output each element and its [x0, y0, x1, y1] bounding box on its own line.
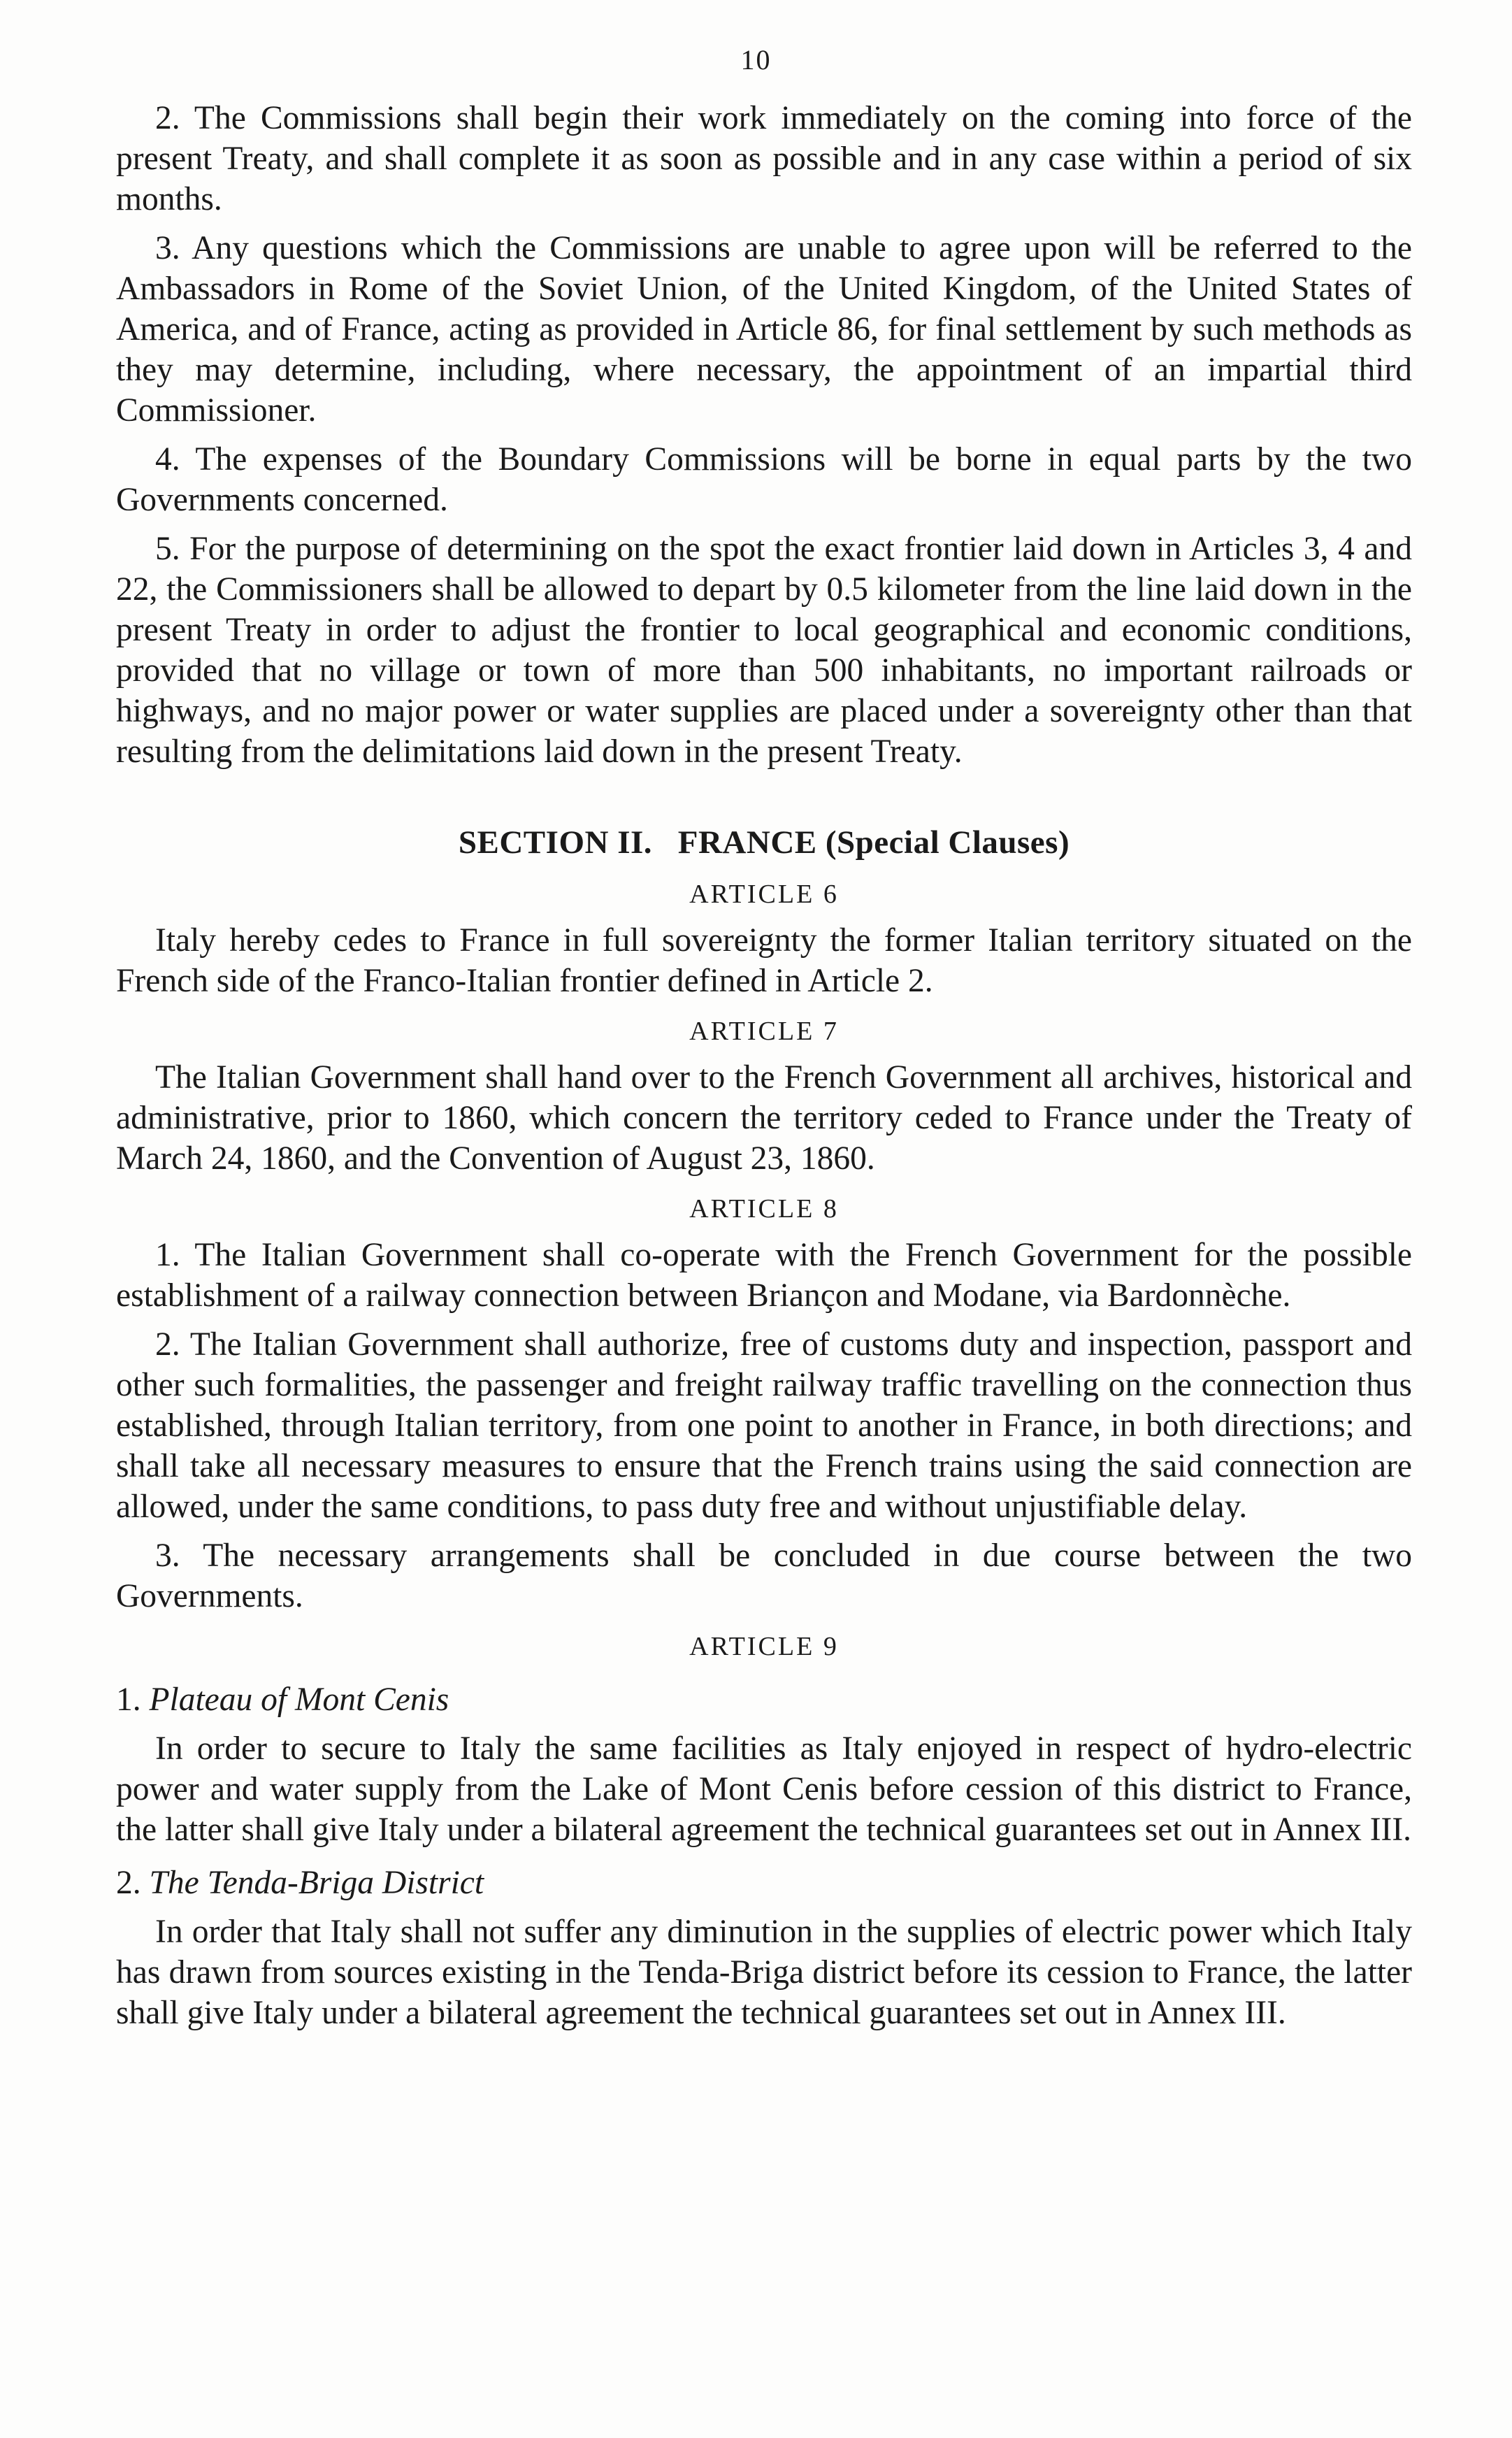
article-6-heading: ARTICLE 6 — [689, 880, 839, 909]
article-7-heading: ARTICLE 7 — [689, 1017, 839, 1046]
article-8-paragraph-1: 1. The Italian Government shall co-operate with the French Government for the possible establishment of a railway connection between Briançon and Modane, via Bardonnèche. — [116, 1237, 1412, 1314]
article-7-text: The Italian Government shall hand over to the French Government all archives, historical and administrative, prior to 1860, which concern the territory ceded to France under the Treaty of March 24, 1860, and the Convention of August 23, 1860. — [116, 1059, 1412, 1177]
section-subtitle: FRANCE (Special Clauses) — [677, 824, 1070, 861]
article-8-heading: ARTICLE 8 — [689, 1194, 839, 1224]
article-9-subheading-2 — [116, 1863, 1412, 1903]
article-9-subheading-1 — [116, 1679, 1412, 1720]
article-9-text-2: In order that Italy shall not suffer any diminution in the supplies of electric power which Italy has drawn from sources existing in the Tenda-Briga district before its cession to France, the latter shall give Italy under a bilateral agreement the technical guarantees set out in Annex III. — [116, 1914, 1412, 2031]
paragraph-commission-timing: 2. The Commissions shall begin their work immediately on the coming into force of the present Treaty, and shall complete it as soon as possible and in any case within a period of six months. — [116, 100, 1412, 217]
article-9-text-1: In order to secure to Italy the same facilities as Italy enjoyed in respect of hydro-electric power and water supply from the Lake of Mont Cenis before cession of this district to France, the latter shall give Italy under a bilateral agreement the technical guarantees set out in Annex III. — [116, 1730, 1412, 1848]
article-8-paragraph-3: 3. The necessary arrangements shall be concluded in due course between the two Governments. — [116, 1537, 1412, 1614]
section-title — [116, 822, 1412, 863]
article-9-heading: ARTICLE 9 — [689, 1632, 839, 1661]
page-number: 10 — [740, 44, 772, 76]
subheading-title: Plateau of Mont Cenis — [149, 1681, 449, 1718]
subheading-number: 1. — [116, 1681, 141, 1718]
paragraph-disputes: 3. Any questions which the Commissions are unable to agree upon will be referred to the Ambassadors in Rome of the Soviet Union, of the United Kingdom, of the United States of America, and of France, acting as provided in Article 86, for final settlement by such methods as they may determine, including, where necessary, the appointment of an impartial third Commissioner. — [116, 230, 1412, 429]
section-number: SECTION II. — [458, 824, 653, 861]
subheading-title: The Tenda-Briga District — [149, 1865, 484, 1901]
paragraph-frontier-adjustment: 5. For the purpose of determining on the spot the exact frontier laid down in Articles 3, 4 and 22, the Commissioners shall be allowed to depart by 0.5 kilometer from the line laid down in the present Treaty in order to adjust the frontier to local geographical and economic conditions, provided that no village or town of more than 500 inhabitants, no important railroads or highways, and no major power or water supplies are placed under a sovereignty other than that resulting from the delimitations laid down in the present Treaty. — [116, 531, 1412, 770]
page-content — [116, 98, 1412, 2042]
paragraph-expenses: 4. The expenses of the Boundary Commissions will be borne in equal parts by the two Governments concerned. — [116, 441, 1412, 518]
article-8-paragraph-2: 2. The Italian Government shall authorize, free of customs duty and inspection, passport and other such formalities, the passenger and freight railway traffic travelling on the connection thus established, through Italian territory, from one point to another in France, in both directions; and shall take all necessary measures to ensure that the French trains using the said connection are allowed, under the same conditions, to pass duty free and without unjustifiable delay. — [116, 1326, 1412, 1525]
subheading-number: 2. — [116, 1865, 141, 1901]
article-6-text: Italy hereby cedes to France in full sovereignty the former Italian territory situated on the French side of the Franco-Italian frontier defined in Article 2. — [116, 922, 1412, 999]
